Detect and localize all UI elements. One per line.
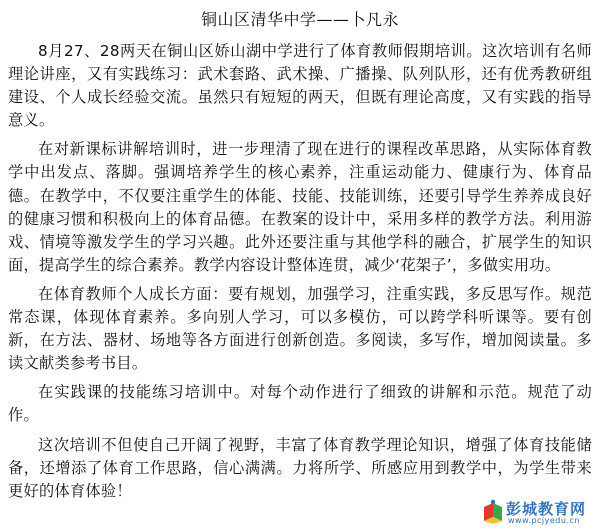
document-title: 铜山区清华中学——卜凡永 (200, 10, 399, 29)
document-body (8, 40, 592, 509)
paragraph-practice: 在实践课的技能练习培训中。对每个动作进行了细致的讲解和示范。规范了动作。 (8, 383, 592, 425)
book-logo-icon (482, 499, 504, 525)
paragraph-intro: 8月27、28两天在铜山区娇山湖中学进行了体育教师假期培训。这次培训有名师理论讲座，又有实践练习：武术套路、武术操、广播操、队列队形，还有优秀教研组建设、个人成长经验交流。虽然只有短短的两天，但既有理论高度，又有实践的指导意义。 (8, 42, 592, 130)
watermark-url: www.pcjyedu.cn (508, 516, 580, 525)
watermark-site-name: 彭城教育网 (506, 500, 587, 518)
site-watermark (482, 499, 594, 527)
paragraph-conclusion: 这次培训不但使自己开阔了视野，丰富了体育教学理论知识，增强了体育技能储备，还增添了体育工作思路，信心满满。力将所学、所感应用到教学中，为学生带来更好的体育体验！ (8, 435, 592, 500)
paragraph-growth: 在体育教师个人成长方面：要有规划，加强学习，注重实践，多反思写作。规范常态课，体现体育素养。多向别人学习，可以多模仿，可以跨学科听课等。要有创新，在方法、器材、场地等各方面进行创新创造。多阅读，多写作，增加阅读量。多读文献类参考书目。 (8, 284, 592, 373)
paragraph-curriculum: 在对新课标讲解培训时，进一步理清了现在进行的课程改革思路，从实际体育教学中出发点、落脚。强调培养学生的核心素养，注重运动能力、健康行为、体育品德。在教学中，不仅要注重学生的体能、技能、技能训练，还要引导学生养养成良好的健康习惯和积极向上的体育品德。在教案的设计中，采用多样的教学方法。利用游戏、情境等激发学生的学习兴趣。此外还要注重与其他学科的融合，扩展学生的知识面，提高学生的综合素养。教学内容设计整体连贯，减少‘花架子’，多做实用功。 (8, 140, 592, 274)
